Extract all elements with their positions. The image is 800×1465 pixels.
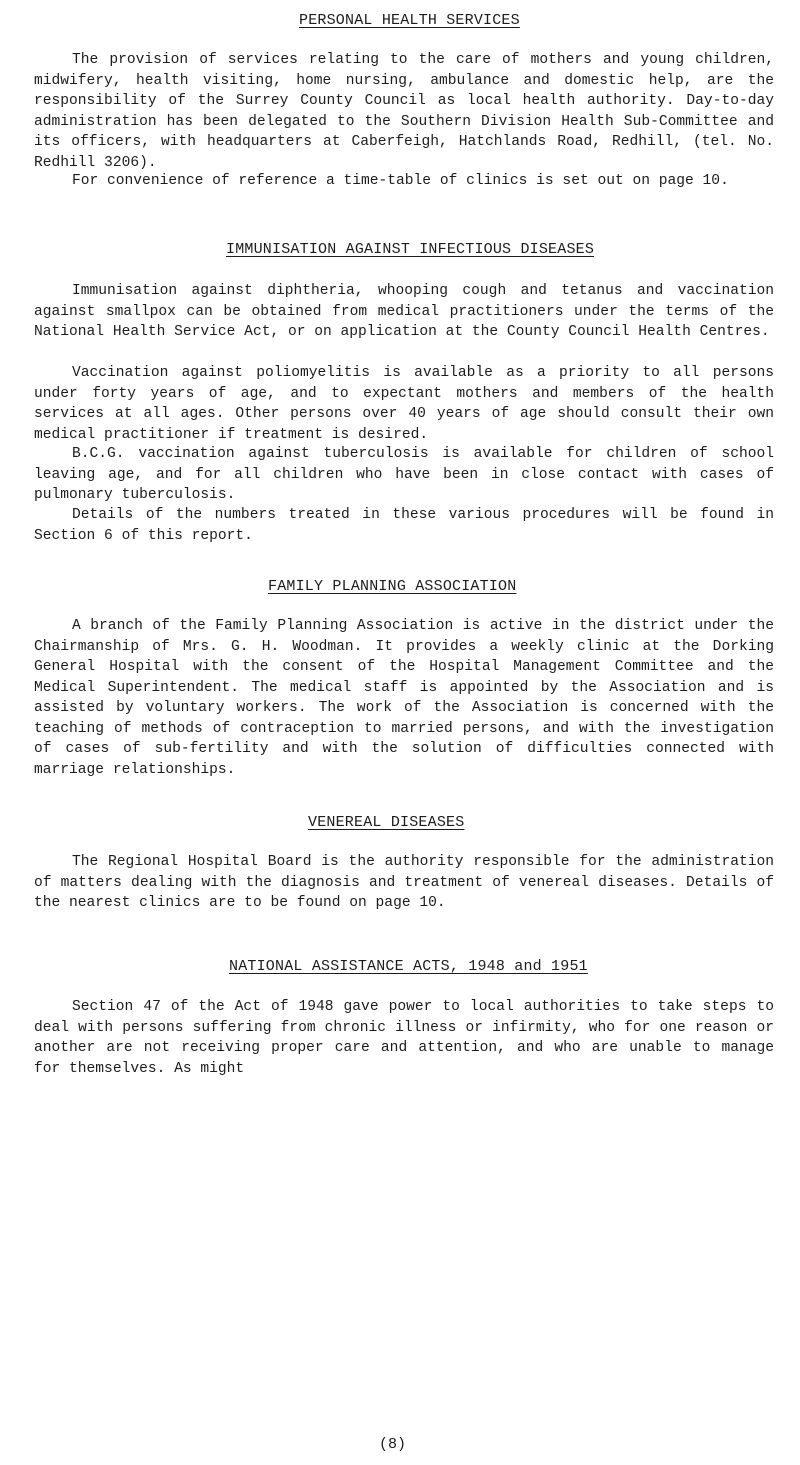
- paragraph-national-assistance: Section 47 of the Act of 1948 gave power to local authorities to take steps to deal with persons suffering from chronic illness or infirmity, who for one reason or another are not receiving proper care and attention, and who are unable to manage for themselves. As might: [34, 999, 774, 1077]
- page-number: (8): [379, 1436, 407, 1453]
- paragraph-personal-provision: The provision of services relating to the care of mothers and young children, midwifery, health visiting, home nursing, ambulance and domestic help, are the responsibility of the Surrey County Council as local health authority. Day-to-day administration has been delegated to the Southern Division Health Sub-Committee and its officers, with headquarters at Caberfeigh, Hatchlands Road, Redhill, (tel. No. Redhill 3206).: [34, 52, 774, 171]
- paragraph-immunisation-diphtheria: Immunisation against diphtheria, whooping cough and tetanus and vaccination against smallpox can be obtained from medical practitioners under the terms of the National Health Service Act, or on application at the County Council Health Centres.: [34, 283, 774, 340]
- paragraph-section-6-details: Details of the numbers treated in these various procedures will be found in Section 6 of this report.: [34, 507, 774, 544]
- paragraph-venereal-diseases: The Regional Hospital Board is the authority responsible for the administration of matters dealing with the diagnosis and treatment of venereal diseases. Details of the nearest clinics are to be found on page 10.: [34, 854, 774, 911]
- paragraph-clinic-timetable: For convenience of reference a time-table of clinics is set out on page 10.: [72, 173, 729, 189]
- heading-immunisation: IMMUNISATION AGAINST INFECTIOUS DISEASES: [226, 241, 595, 258]
- heading-family-planning: FAMILY PLANNING ASSOCIATION: [268, 578, 517, 595]
- paragraph-family-planning: A branch of the Family Planning Association is active in the district under the Chairmanship of Mrs. G. H. Woodman. It provides a weekly clinic at the Dorking General Hospital with the consent of the Hospital Management Committee and the Medical Superintendent. The medical staff is appointed by the Association and is assisted by voluntary workers. The work of the Association is concerned with the teaching of methods of contraception to married persons, and with the investigation of cases of sub-fertility and with the solution of difficulties connected with marriage relationships.: [34, 618, 774, 778]
- paragraph-vaccination-polio: Vaccination against poliomyelitis is available as a priority to all persons under forty years of age, and to expectant mothers and members of the health services at all ages. Other persons over 40 years of age should consult their own medical practitioner if treatment is desired.: [34, 365, 774, 443]
- heading-national-assistance: NATIONAL ASSISTANCE ACTS, 1948 and 1951: [229, 958, 588, 975]
- paragraph-bcg-vaccination: B.C.G. vaccination against tuberculosis is available for children of school leaving age, and for all children who have been in close contact with cases of pulmonary tuberculosis.: [34, 446, 774, 503]
- heading-personal-health-services: PERSONAL HEALTH SERVICES: [299, 12, 520, 29]
- heading-venereal-diseases: VENEREAL DISEASES: [308, 814, 465, 831]
